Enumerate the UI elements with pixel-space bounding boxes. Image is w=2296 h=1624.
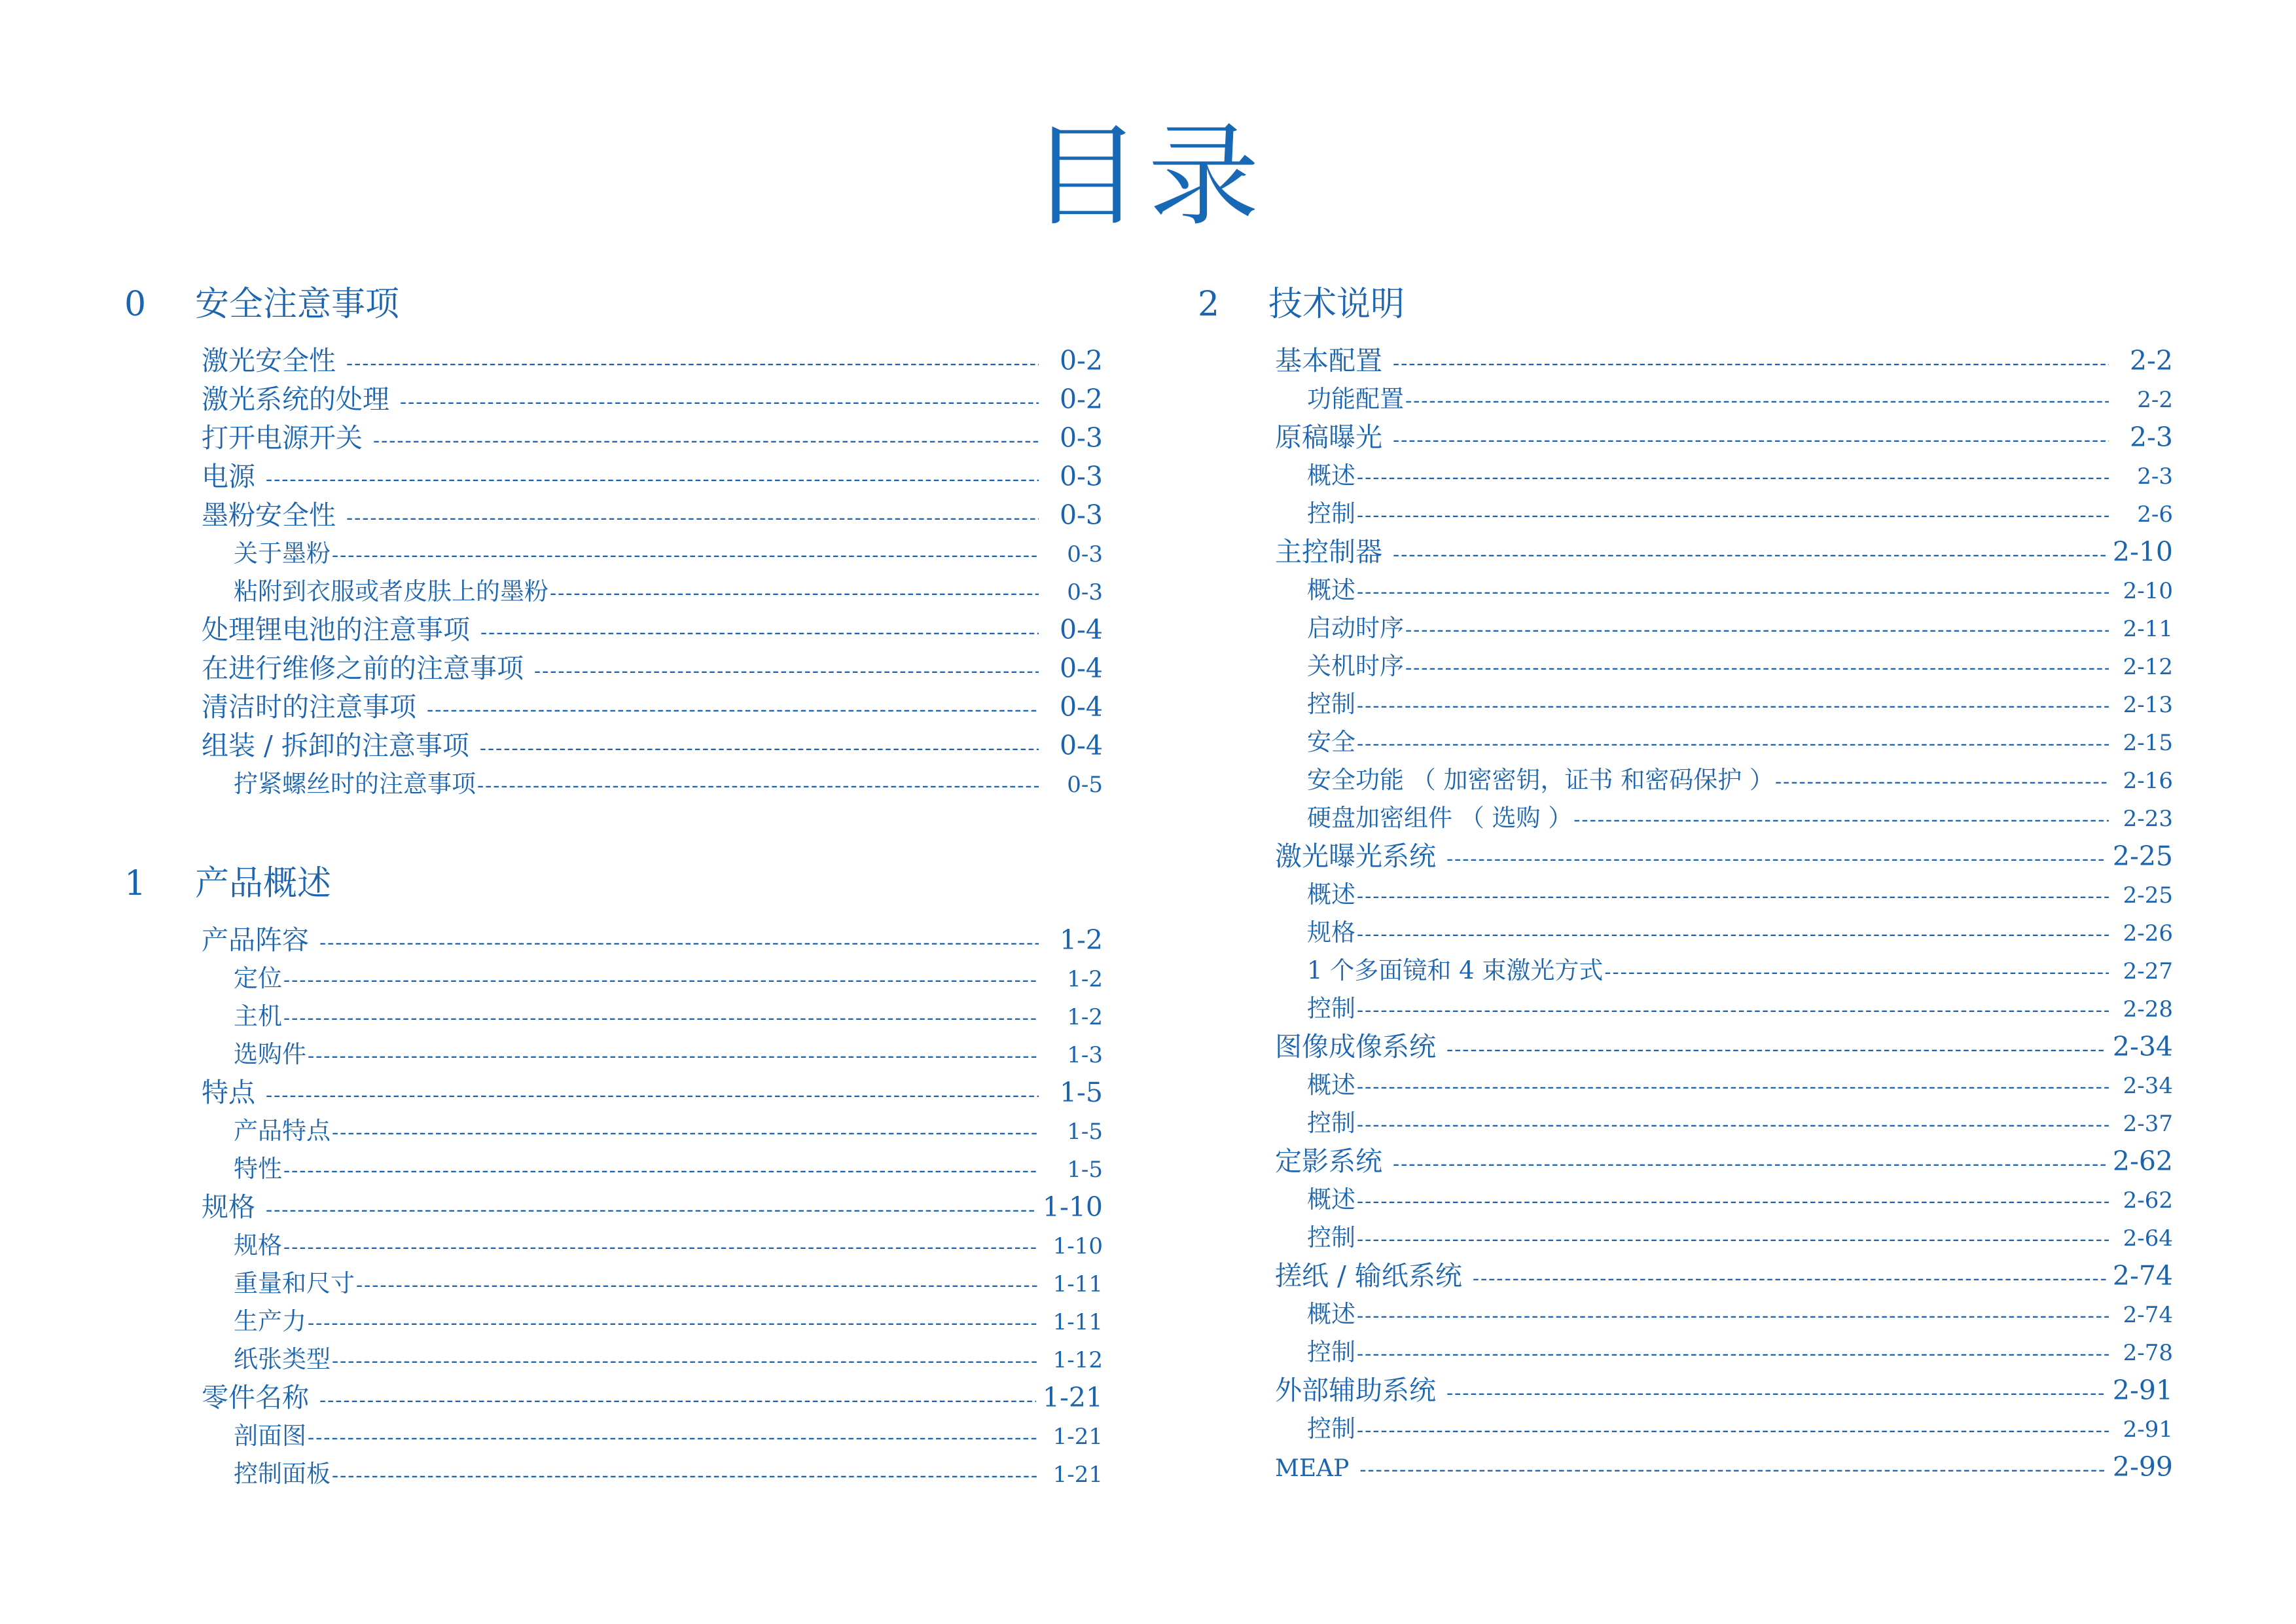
dot-leader bbox=[1573, 801, 2109, 839]
entry-label: 激光曝光系统 bbox=[1275, 840, 1436, 872]
page-number: 0-3 bbox=[1059, 422, 1103, 454]
entry-label: 打开电源开关 bbox=[202, 422, 363, 454]
entry-label: 生产力 bbox=[234, 1307, 306, 1335]
toc-subentry[interactable] bbox=[124, 1455, 1103, 1493]
dot-leader bbox=[308, 1038, 1039, 1075]
dot-leader bbox=[534, 652, 1039, 691]
toc-column-left bbox=[124, 281, 1103, 1493]
page-number: 1-21 bbox=[1042, 1382, 1103, 1413]
page-number: 2-62 bbox=[2112, 1146, 2173, 1177]
dot-leader bbox=[266, 460, 1039, 499]
dot-leader bbox=[1357, 1335, 2109, 1373]
dot-leader bbox=[1446, 840, 2106, 878]
dot-leader bbox=[1405, 382, 2109, 420]
entry-label: 概述 bbox=[1307, 880, 1355, 909]
toc-subentry[interactable] bbox=[1198, 380, 2173, 418]
page-number: 2-16 bbox=[2123, 768, 2173, 794]
dot-leader bbox=[308, 1305, 1039, 1343]
toc-entry[interactable] bbox=[1198, 1371, 2173, 1410]
page-number: 1-2 bbox=[1067, 966, 1103, 992]
entry-label: 概述 bbox=[1307, 1185, 1355, 1214]
page-number: 1-2 bbox=[1067, 1004, 1103, 1030]
toc-subentry[interactable] bbox=[1198, 1219, 2173, 1257]
entry-label: 剖面图 bbox=[234, 1422, 306, 1450]
entry-label: 定位 bbox=[234, 964, 282, 992]
dot-leader bbox=[1357, 687, 2109, 725]
toc-subentry[interactable] bbox=[1198, 571, 2173, 609]
entry-label: 控制 bbox=[1307, 1338, 1355, 1366]
toc-subentry[interactable] bbox=[1198, 1104, 2173, 1142]
dot-leader bbox=[1357, 497, 2109, 535]
toc-entry[interactable] bbox=[1198, 1257, 2173, 1295]
section-heading[interactable] bbox=[124, 281, 1103, 327]
page-number: 2-91 bbox=[2112, 1375, 2173, 1406]
page-number: 0-3 bbox=[1067, 579, 1103, 605]
entry-label: 墨粉安全性 bbox=[202, 499, 336, 531]
page-number: 2-10 bbox=[2123, 578, 2173, 604]
toc-entry[interactable] bbox=[1198, 342, 2173, 380]
dot-leader bbox=[1473, 1259, 2106, 1298]
dot-leader bbox=[1357, 1412, 2109, 1450]
toc-subentry[interactable] bbox=[1198, 495, 2173, 533]
page-number: 2-74 bbox=[2112, 1260, 2173, 1291]
dot-leader bbox=[332, 537, 1039, 575]
page-number: 2-15 bbox=[2123, 730, 2173, 756]
toc-entry[interactable] bbox=[124, 611, 1103, 649]
dot-leader bbox=[400, 383, 1039, 422]
entry-label: 特点 bbox=[202, 1077, 255, 1108]
dot-leader bbox=[1775, 763, 2109, 801]
toc-entry[interactable] bbox=[1198, 1028, 2173, 1066]
page-number: 0-2 bbox=[1059, 384, 1103, 415]
entry-label: 原稿曝光 bbox=[1275, 422, 1382, 453]
toc-subentry[interactable] bbox=[124, 1150, 1103, 1188]
dot-leader bbox=[1357, 992, 2109, 1030]
toc-subentry[interactable] bbox=[1198, 457, 2173, 495]
page-number: 0-3 bbox=[1059, 499, 1103, 531]
page-number: 2-2 bbox=[2129, 345, 2173, 376]
toc-subentry[interactable] bbox=[124, 1227, 1103, 1265]
entry-label: 激光安全性 bbox=[202, 345, 336, 376]
page-number: 2-11 bbox=[2123, 616, 2173, 642]
dot-leader bbox=[1357, 725, 2109, 763]
entry-label: 功能配置 bbox=[1307, 385, 1404, 413]
dot-leader bbox=[356, 1267, 1039, 1305]
entry-label: 定影系统 bbox=[1275, 1146, 1382, 1177]
toc-subentry[interactable] bbox=[1198, 952, 2173, 990]
toc-entry[interactable] bbox=[124, 342, 1103, 380]
dot-leader bbox=[1357, 1221, 2109, 1259]
section-number: 0 bbox=[124, 285, 147, 324]
entry-label: 产品阵容 bbox=[202, 924, 309, 956]
toc-entry[interactable] bbox=[1198, 533, 2173, 571]
entry-label: 组装 / 拆卸的注意事项 bbox=[202, 730, 469, 761]
toc-subentry[interactable] bbox=[124, 1341, 1103, 1379]
page-number: 1-5 bbox=[1067, 1119, 1103, 1145]
section-number: 2 bbox=[1198, 285, 1220, 324]
entry-label: 拧紧螺丝时的注意事项 bbox=[234, 770, 476, 798]
toc-subentry[interactable] bbox=[1198, 647, 2173, 685]
dot-leader bbox=[427, 691, 1039, 729]
toc-subentry[interactable] bbox=[1198, 1181, 2173, 1219]
page-number: 1-12 bbox=[1052, 1347, 1103, 1373]
page-number: 2-62 bbox=[2123, 1187, 2173, 1214]
page-number: 0-3 bbox=[1067, 541, 1103, 568]
entry-label: 产品特点 bbox=[234, 1117, 331, 1145]
entry-label: 处理锂电池的注意事项 bbox=[202, 614, 470, 645]
dot-leader bbox=[1359, 1451, 2106, 1489]
toc-subentry[interactable] bbox=[1198, 990, 2173, 1028]
entry-label: 外部辅助系统 bbox=[1275, 1375, 1436, 1406]
toc-subentry[interactable] bbox=[1198, 914, 2173, 952]
section-title: 产品概述 bbox=[195, 864, 332, 903]
entry-label: 控制 bbox=[1307, 690, 1355, 718]
toc-subentry[interactable] bbox=[124, 1112, 1103, 1150]
dot-leader bbox=[283, 1229, 1039, 1267]
dot-leader bbox=[1393, 1145, 2106, 1183]
dot-leader bbox=[480, 613, 1039, 652]
entry-label: 关机时序 bbox=[1307, 652, 1404, 680]
entry-label: 概述 bbox=[1307, 461, 1355, 490]
dot-leader bbox=[1446, 1374, 2106, 1413]
toc-entry[interactable] bbox=[1198, 1142, 2173, 1181]
page-number: 2-26 bbox=[2123, 920, 2173, 947]
section-title: 技术说明 bbox=[1268, 285, 1405, 324]
dot-leader bbox=[1357, 459, 2109, 497]
toc-entry[interactable] bbox=[124, 649, 1103, 688]
dot-leader bbox=[319, 924, 1039, 962]
toc-entry[interactable] bbox=[124, 727, 1103, 765]
toc-entry[interactable] bbox=[124, 419, 1103, 458]
page-number: 0-4 bbox=[1059, 614, 1103, 645]
toc-column-right bbox=[1198, 281, 2173, 1487]
entry-label: 规格 bbox=[234, 1231, 282, 1259]
page-number: 2-64 bbox=[2123, 1225, 2173, 1252]
entry-label: 控制 bbox=[1307, 1223, 1355, 1252]
section-heading[interactable] bbox=[124, 861, 1103, 907]
dot-leader bbox=[283, 1152, 1039, 1190]
entry-label: 控制 bbox=[1307, 994, 1355, 1022]
toc-section bbox=[124, 281, 1103, 803]
entry-label: 关于墨粉 bbox=[234, 539, 331, 568]
entry-label: 安全功能 （ 加密密钥，证书 和密码保护 ） bbox=[1307, 766, 1774, 794]
dot-leader bbox=[346, 499, 1039, 537]
toc-subentry[interactable] bbox=[1198, 609, 2173, 647]
page-number: 2-91 bbox=[2123, 1416, 2173, 1443]
toc-subentry[interactable] bbox=[1198, 1333, 2173, 1371]
page-number: 1-2 bbox=[1059, 924, 1103, 956]
page-number: 2-2 bbox=[2137, 387, 2173, 413]
page-number: 2-25 bbox=[2123, 882, 2173, 909]
entry-label: 电源 bbox=[202, 461, 255, 492]
dot-leader bbox=[1393, 421, 2109, 460]
toc-subentry[interactable] bbox=[1198, 761, 2173, 799]
dot-leader bbox=[1393, 535, 2106, 574]
dot-leader bbox=[1357, 878, 2109, 916]
dot-leader bbox=[1405, 611, 2109, 649]
page-number: 2-13 bbox=[2123, 692, 2173, 718]
entry-label: 在进行维修之前的注意事项 bbox=[202, 653, 524, 684]
page-number: 0-5 bbox=[1067, 772, 1103, 798]
dot-leader bbox=[346, 344, 1039, 383]
toc-subentry[interactable] bbox=[124, 998, 1103, 1036]
page-number: 2-3 bbox=[2137, 463, 2173, 490]
toc-section bbox=[124, 861, 1103, 1493]
dot-leader bbox=[480, 729, 1039, 768]
dot-leader bbox=[332, 1114, 1039, 1152]
dot-leader bbox=[1405, 649, 2109, 687]
entry-label: 基本配置 bbox=[1275, 345, 1382, 376]
entry-label: 启动时序 bbox=[1307, 614, 1404, 642]
toc-entry[interactable] bbox=[1198, 837, 2173, 876]
toc-subentry[interactable] bbox=[1198, 1295, 2173, 1333]
page-number: 2-34 bbox=[2112, 1031, 2173, 1062]
dot-leader bbox=[319, 1381, 1036, 1420]
page-number: 1-10 bbox=[1052, 1233, 1103, 1259]
dot-leader bbox=[1604, 954, 2109, 992]
page-number: 2-28 bbox=[2123, 996, 2173, 1022]
dot-leader bbox=[332, 1457, 1039, 1495]
section-number: 1 bbox=[124, 864, 147, 903]
page-number: 2-99 bbox=[2112, 1451, 2173, 1483]
toc-entry[interactable] bbox=[124, 1379, 1103, 1417]
page-number: 0-4 bbox=[1059, 691, 1103, 723]
toc-subentry[interactable] bbox=[1198, 1066, 2173, 1104]
dot-leader bbox=[373, 422, 1039, 460]
entry-label: 安全 bbox=[1307, 728, 1355, 756]
page-title: 目录 bbox=[1030, 112, 1266, 242]
entry-label: 概述 bbox=[1307, 576, 1355, 604]
toc-subentry[interactable] bbox=[124, 535, 1103, 573]
entry-label: MEAP bbox=[1275, 1455, 1350, 1482]
page-number: 2-27 bbox=[2123, 958, 2173, 984]
dot-leader bbox=[308, 1419, 1039, 1457]
toc-entry[interactable] bbox=[124, 496, 1103, 535]
dot-leader bbox=[283, 962, 1039, 1000]
dot-leader bbox=[283, 1000, 1039, 1038]
entry-label: 重量和尺寸 bbox=[234, 1269, 355, 1297]
entry-label: 搓纸 / 输纸系统 bbox=[1275, 1260, 1462, 1291]
dot-leader bbox=[1357, 573, 2109, 611]
entry-label: 清洁时的注意事项 bbox=[202, 691, 416, 723]
entry-label: 零件名称 bbox=[202, 1382, 309, 1413]
page-number: 1-10 bbox=[1042, 1191, 1103, 1223]
page-number: 2-78 bbox=[2123, 1340, 2173, 1366]
toc-subentry[interactable] bbox=[1198, 1410, 2173, 1448]
dot-leader bbox=[1357, 1106, 2109, 1144]
entry-label: 规格 bbox=[1307, 918, 1355, 947]
entry-label: 控制 bbox=[1307, 1415, 1355, 1443]
entry-label: 特性 bbox=[234, 1155, 282, 1183]
entry-label: 控制面板 bbox=[234, 1460, 331, 1488]
page-number: 2-23 bbox=[2123, 806, 2173, 832]
entry-label: 控制 bbox=[1307, 499, 1355, 528]
page-number: 2-6 bbox=[2137, 501, 2173, 528]
entry-label: 概述 bbox=[1307, 1300, 1355, 1328]
toc-entry[interactable] bbox=[124, 458, 1103, 496]
page-number: 1-3 bbox=[1067, 1042, 1103, 1068]
page-number: 1-21 bbox=[1052, 1424, 1103, 1450]
toc-entry[interactable] bbox=[124, 921, 1103, 960]
entry-label: 主机 bbox=[234, 1002, 282, 1030]
entry-label: 硬盘加密组件 （ 选购 ） bbox=[1307, 804, 1573, 832]
toc-entry[interactable] bbox=[124, 1188, 1103, 1227]
dot-leader bbox=[550, 575, 1039, 613]
toc-subentry[interactable] bbox=[1198, 799, 2173, 837]
dot-leader bbox=[1357, 1068, 2109, 1106]
dot-leader bbox=[1393, 344, 2109, 383]
toc-subentry[interactable] bbox=[124, 1265, 1103, 1303]
entry-label: 纸张类型 bbox=[234, 1345, 331, 1373]
dot-leader bbox=[1357, 1183, 2109, 1221]
page-number: 2-37 bbox=[2123, 1111, 2173, 1137]
entry-label: 图像成像系统 bbox=[1275, 1031, 1436, 1062]
entry-label: 选购件 bbox=[234, 1040, 306, 1068]
dot-leader bbox=[1446, 1030, 2106, 1069]
entry-label: 1 个多面镜和 4 束激光方式 bbox=[1307, 956, 1604, 984]
dot-leader bbox=[477, 767, 1039, 805]
toc-entry[interactable] bbox=[124, 688, 1103, 727]
dot-leader bbox=[1357, 1297, 2109, 1335]
dot-leader bbox=[332, 1343, 1039, 1380]
page-number: 2-25 bbox=[2112, 840, 2173, 872]
toc-subentry[interactable] bbox=[124, 1303, 1103, 1341]
toc-subentry[interactable] bbox=[1198, 723, 2173, 761]
entry-label: 规格 bbox=[202, 1191, 255, 1223]
toc-subentry[interactable] bbox=[1198, 876, 2173, 914]
dot-leader bbox=[1357, 916, 2109, 954]
page-number: 2-74 bbox=[2123, 1302, 2173, 1328]
toc-entry[interactable] bbox=[1198, 418, 2173, 457]
page-number: 1-5 bbox=[1059, 1077, 1103, 1108]
section-spacer bbox=[124, 803, 1103, 861]
page-number: 2-12 bbox=[2123, 654, 2173, 680]
page-number: 0-3 bbox=[1059, 461, 1103, 492]
page-number: 2-10 bbox=[2112, 536, 2173, 568]
page-number: 0-2 bbox=[1059, 345, 1103, 376]
page-number: 1-11 bbox=[1052, 1309, 1103, 1335]
page-number: 0-4 bbox=[1059, 730, 1103, 761]
toc-subentry[interactable] bbox=[124, 960, 1103, 998]
page-number: 0-4 bbox=[1059, 653, 1103, 684]
toc-subentry[interactable] bbox=[124, 765, 1103, 803]
page-number: 2-3 bbox=[2129, 422, 2173, 453]
entry-label: 主控制器 bbox=[1275, 536, 1382, 568]
page-number: 1-21 bbox=[1052, 1462, 1103, 1488]
entry-label: 激光系统的处理 bbox=[202, 384, 389, 415]
page-number: 2-34 bbox=[2123, 1073, 2173, 1099]
toc-section bbox=[1198, 281, 2173, 1487]
section-title: 安全注意事项 bbox=[195, 285, 400, 324]
dot-leader bbox=[266, 1076, 1039, 1115]
dot-leader bbox=[266, 1191, 1036, 1229]
entry-label: 控制 bbox=[1307, 1109, 1355, 1137]
toc-entry[interactable] bbox=[124, 380, 1103, 419]
toc-entry[interactable] bbox=[124, 1074, 1103, 1112]
toc-subentry[interactable] bbox=[124, 1417, 1103, 1455]
toc-subentry[interactable] bbox=[1198, 685, 2173, 723]
section-heading[interactable] bbox=[1198, 281, 2173, 327]
entry-label: 概述 bbox=[1307, 1071, 1355, 1099]
toc-subentry[interactable] bbox=[124, 573, 1103, 611]
page-number: 1-5 bbox=[1067, 1157, 1103, 1183]
page-number: 1-11 bbox=[1052, 1271, 1103, 1297]
toc-entry[interactable] bbox=[1198, 1448, 2173, 1487]
toc-subentry[interactable] bbox=[124, 1036, 1103, 1074]
entry-label: 粘附到衣服或者皮肤上的墨粉 bbox=[234, 577, 548, 605]
